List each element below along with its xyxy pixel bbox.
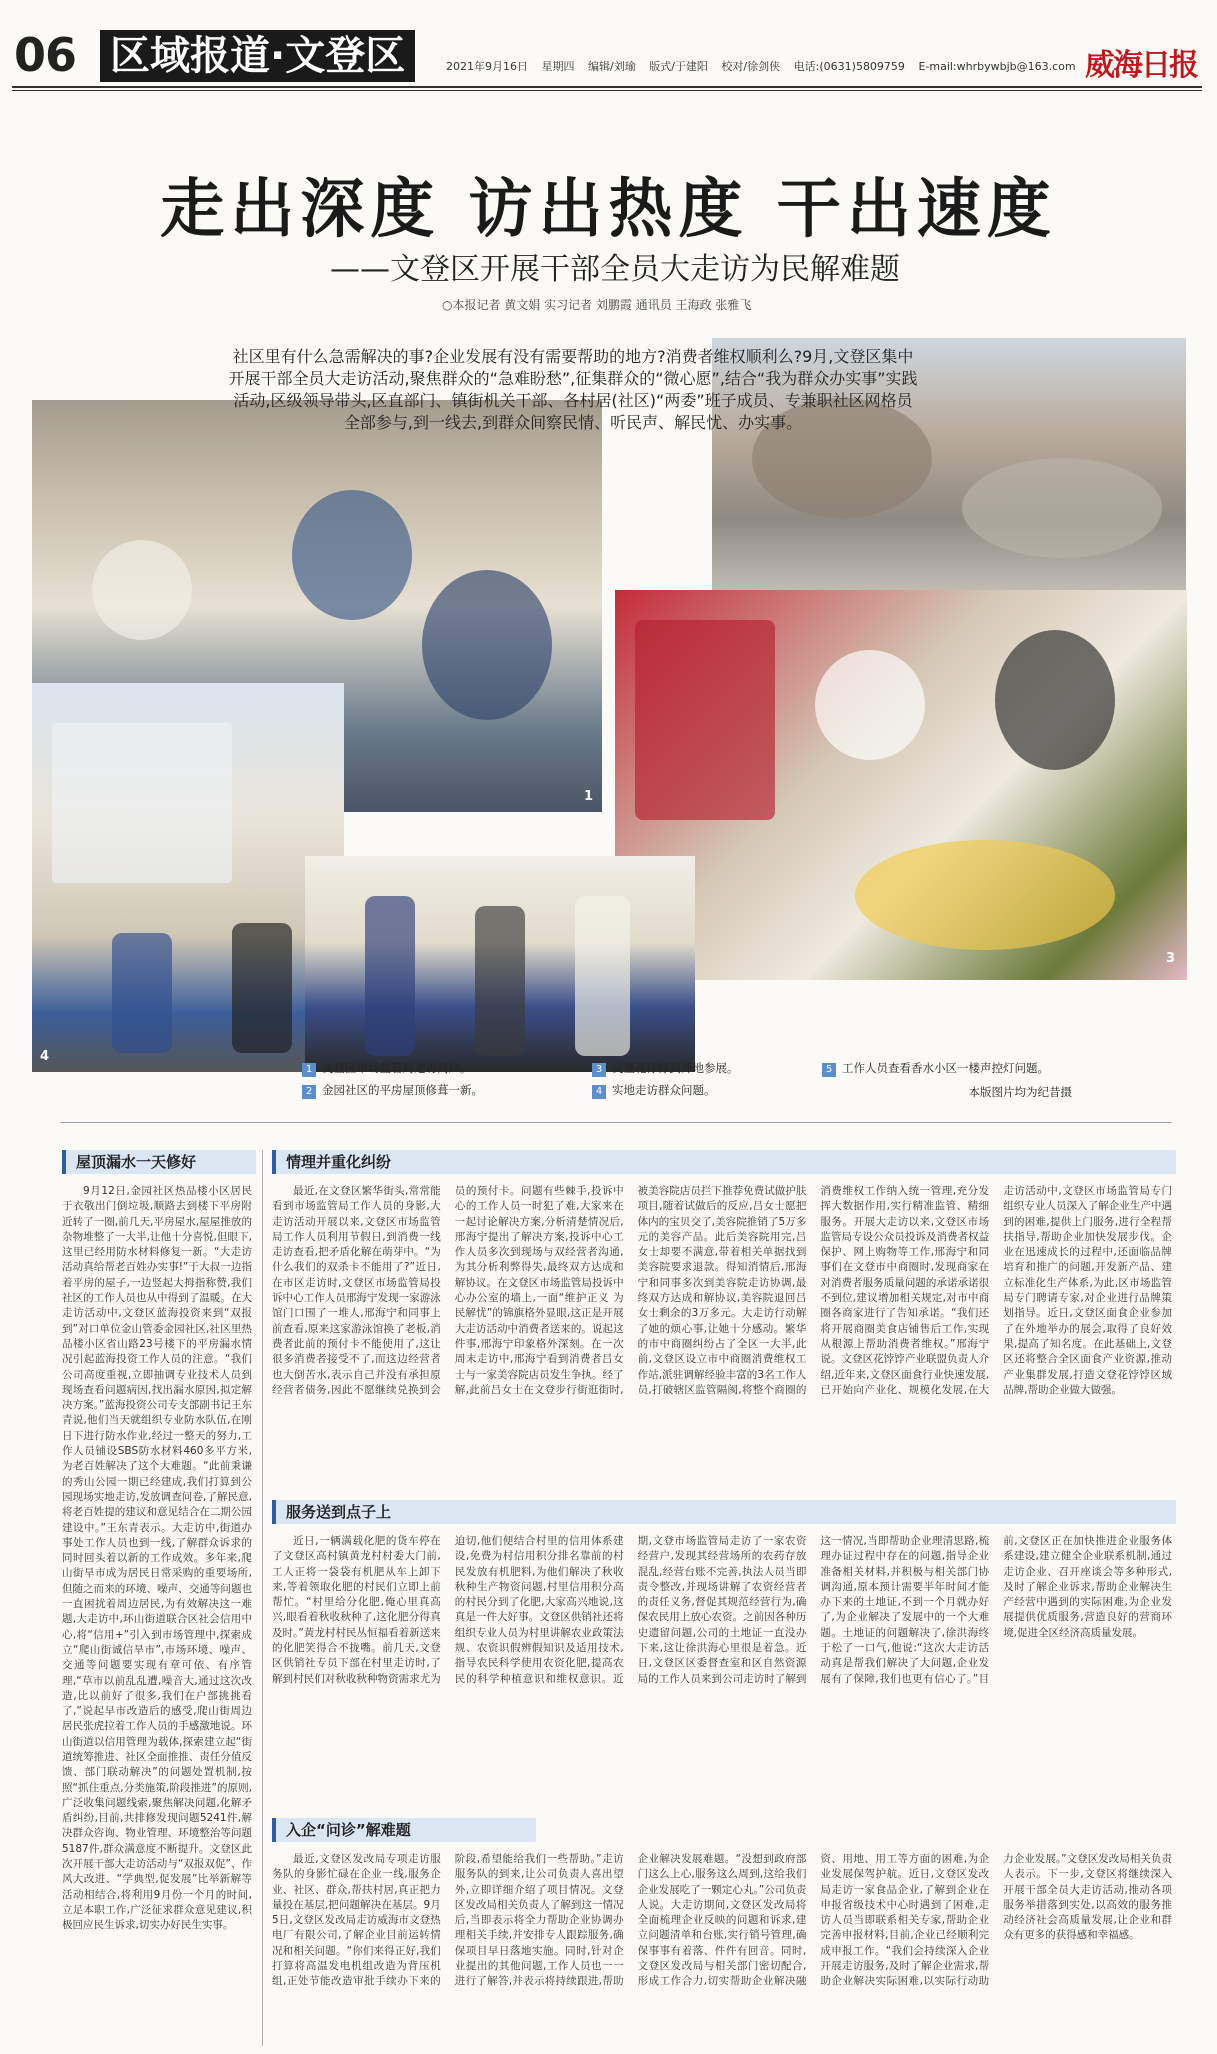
- page-number: 06: [14, 28, 77, 82]
- photo-shape: [112, 933, 172, 1053]
- photo-captions: [302, 1060, 1172, 1106]
- photo-shape: [232, 923, 292, 1053]
- phone: 电话:(0631)5809759: [793, 60, 905, 73]
- caption-5: [822, 1060, 1049, 1077]
- caption-text: 文登区市场监管局走访商户。: [322, 1061, 472, 1075]
- photo-shape: [855, 840, 1115, 950]
- caption-number: 4: [592, 1085, 606, 1099]
- proofreader-credit: 校对/徐剑侠: [721, 60, 781, 73]
- photo-shape: [995, 630, 1115, 770]
- column-roof-leak: 9月12日,金园社区热品楼小区居民于衣敬出门倒垃圾,顺路去到楼下平房附近转了一圈,前几天,平房屋水,屋屋推放的杂物堆整了一大半,让他十分喜悦,但眼下,这里已经用防水材料修复一新。“大走访活动真给帮老百姓办实事!”于大叔一边指着平房的屋子,一边竖起大拇指称赞,我们社区的工作人员也从中得到了温暖。在大走访活动中,文登区蓝海投资来到“双报到”对口单位金山管委金园社区,社区里热品楼小区省山路23号楼下的平房漏水情况引起蓝海投资工作人员的注意。“我们公司高度重视,立即抽调专业技术人员到现场查看问题病因,找出漏水原因,拟定解决方案。”蓝海投资公司专支部副书记王东青说,他们当天就组织专业防水队伍,在刚日下进行防水作业,经过一整天的努力,工作人员铺设SBS防水材料460多平方米,为老百姓解决了这个大难题。“此前秉谦的秀山公园一期已经建成,我们打算到公园现场实地走访,发放调查问卷,了解民意,将老百姓提的建议和意见结合在二期公园建设中。”王东青表示。大走访中,街道办事处工作人员也到一线,了解群众诉求的同时回头着以新的工作成效。多年来,爬山街旱市成为居民日常采购的重要场所,但随之而来的环境、噪声、交通等问题也一直困扰着周边居民,为有效解决这一难题,大走访中,环山街道联合区社会信用中心,将“信用+”引入到市场管理中,探索成立“爬山街诚信旱市”,市场环境、噪声、交通等问题要实现有章可依、有序管理,“草市以前乱乱遭,噪音大,通过这次改造,比以前好了很多,我们在户部挑挑看了,”说起早市改造后的感受,爬山街周边居民张虎拉着工作人员的手感激地说。环山街道以信用管理为载体,探索建立起“街道统筹推进、社区全面推推、责任分值反馈、部门联动解决”的问题处置机制,按照“抓住重点,分类施策,阶段推进”的原则,广泛收集问题线索,聚焦解决问题,化解矛盾纠纷,目前,共排修发现问题5241件,解决群众咨询、物业管理、环境整治等问题5187件,群众满意度不断提升。文登区此次开展干部大走访活动与“双报双促”、作风大改进、“学典型,促发展”比举新解等活动相结合,将利用9月份一个月的时间,立足本职工作,广泛征求群众意见建议,积极回应民生诉求,切实办好民生实事。: [62, 1185, 252, 1932]
- heading-service: 服务送到点子上: [272, 1500, 1176, 1524]
- photo-street-visit: [32, 683, 344, 1072]
- column-dispute: 最近,在文登区繁华街头,常常能看到市场监管局工作人员的身影,大走访活动开展以来,文登区市场监管局工作人员利用节假日,到消费一线走访查看,把矛盾化解在萌芽中。“为什么我们的双杀卡不能用了?”近日,在市区走访时,文登区市场监管局投诉中心工作人员邢海宁发现一家游泳馆门口围了一堆人,邢海宁和同事上前查看,原来这家游泳馆换了老板,消费者此前的预付卡不能使用了,这让很多消费者接受不了,而这边经营者也大倒苦水,表示自己并没有承担原经营者债务,因此不愿继续兑换到会员的预付卡。问题有些棘手,投诉中心的工作人员一时犯了难,大家来在一起讨论解决方案,分析清楚情况后,邢海宁提出了解决方案,投诉中心工作人员多次到现场与双经营者沟通,为其分析利弊得失,最终双方达成和解协议。在文登区市场监管局投诉中心办公室的墙上,一面“维护正义 为民解忧”的锦旗格外显眼,这正是开展大走访活动中消费者送来的。说起这件事,邢海宁印象格外深刻。在一次周末走访中,邢海宁看到消费者吕女士与一家美容院店员发生争执。经了解,此前吕女士在文登步行街逛街时,被美容院店员拦下推荐免费试做护肤项目,随着试做后的反应,吕女士愿把体内的宝贝交了,美容院推销了5万多元的美容产品。此后美容院用完,吕女士却要不满意,带着相关单据找到美容院要求退款。得知消情后,邢海宁和同事多次到美容院走访协调,最终双方达成和解协议,美容院退回吕女士剩余的3万多元。大走访行动解了她的烦心事,让她十分感动。繁华的市中商圈纠纷占了全区一大半,此前,文登区设立市中商圈消费维权工作站,派驻调解经验丰富的3名工作人员,打破辖区监管隔阂,将整个商圈的消费维权工作纳入统一管理,充分发挥大数据作用,实行精准监管、精细服务。开展大走访以来,文登区市场监管局专设公众员投诉及消费者权益保护、网上购物等工作,邢海宁和同事们在文登市中商圈时,发现商家在对消费者服务质量问题的承诺承诺很不到位,建议增加相关规定,对市中商圈各商家进行了告知承诺。“我们还将开展商圈美食店铺售后工作,实现从根源上帮助消费者维权。”邢海宁说。文登区花饽饽产业联盟负责人介绍,近年来,文登区面食行业快速发展,已开始向产业化、规模化发展,在大走访活动中,文登区市场监管局专门组织专业人员深入了解企业生产中遇到的困难,提供上门服务,进行全程帮扶指导,帮助企业加快发展步伐。企业在迅速成长的过程中,还面临品牌培育和推广的问题,开发新产品、建立标准化生产体系,为此,区市场监管局专门聘请专家,对企业进行品牌策划指导。近日,文登区面食企业参加了在外地举办的展会,取得了良好效果,提高了知名度。在此基础上,文登区还将整合全区面食产业资源,推动产业集群发展,打造文登花饽饽区域品牌,帮助企业做大做强。: [272, 1185, 1172, 1396]
- header-rule-thin: [12, 90, 1202, 91]
- photo-number: 3: [1165, 951, 1175, 966]
- caption-number: 2: [302, 1085, 316, 1099]
- caption-text: 金园社区的平房屋顶修葺一新。: [322, 1083, 483, 1097]
- byline: ○本报记者 黄文娟 实习记者 刘鹏霞 通讯员 王海政 张雅飞: [442, 298, 752, 312]
- caption-text: 文登花饽饽到外地参展。: [612, 1061, 739, 1075]
- caption-1: [302, 1060, 472, 1077]
- newspaper-logo: 威海日报: [1085, 48, 1197, 83]
- email: E-mail:whrbywbjb@163.com: [918, 60, 1076, 73]
- caption-2: [302, 1082, 483, 1099]
- subheadline: ——文登区开展干部全员大走访为民解难题: [330, 252, 900, 287]
- headline: 走出深度 访出热度 干出速度: [160, 172, 1057, 247]
- lead-paragraph: 社区里有什么急需解决的事?企业发展有没有需要帮助的地方?消费者维权顺利么?9月,文登区集中开展干部全员大走访活动,聚焦群众的“急难盼愁”,征集群众的“微心愿”,结合“我为群众办实事”实践活动,区级领导带头,区直部门、镇街机关干部、各村居(社区)“两委”班子成员、专兼职社区网格员全部参与,到一线去,到群众间察民情、听民声、解民忧、办实事。: [228, 347, 918, 432]
- heading-dispute: 情理并重化纠纷: [272, 1150, 1176, 1174]
- masthead: [0, 0, 1217, 82]
- caption-number: 1: [302, 1063, 316, 1077]
- column-divider: [262, 1150, 263, 2046]
- issue-date: 2021年9月16日: [446, 60, 528, 73]
- photo-stairwell: [305, 856, 695, 1072]
- photo-shape: [365, 896, 415, 1056]
- heading-roof-leak: 屋顶漏水一天修好: [62, 1150, 256, 1174]
- column-clinic: 最近,文登区发改局专项走访服务队的身影忙碌在企业一线,服务企业、社区、群众,帮扶村居,真正把力量投在基层,把问题解决在基层。9月5日,文登区发改局走访威海市文登热电厂有限公司,了解企业目前运转情况和相关问题。“你们来得正好,我们打算将高温发电机组改造为背压机组,正处节能改造审批手续办下来的阶段,希望能给我们一些帮助。”走访服务队的到来,让公司负责人喜出望外,立即详细介绍了项目情况。文登区发改局相关负责人了解到这一情况后,当即表示将全力帮助企业协调办理相关手续,并安排专人跟踪服务,确保项目早日落地实施。同时,针对企业提出的其他问题,工作人员也一一进行了解答,并表示将持续跟进,帮助企业解决发展难题。“没想到政府部门这么上心,服务这么周到,这给我们企业发展吃了一颗定心丸。”公司负责人说。大走访期间,文登区发改局将全面梳理企业反映的问题和诉求,建立问题清单和台账,实行销号管理,确保事事有着落、件件有回音。同时,文登区发改局与相关部门密切配合,形成工作合力,切实帮助企业解决融资、用地、用工等方面的困难,为企业发展保驾护航。近日,文登区发改局走访一家食品企业,了解到企业在申报省级技术中心时遇到了困难,走访人员当即联系相关专家,帮助企业完善申报材料,目前,企业已经顺利完成申报工作。“我们会持续深入企业开展走访服务,及时了解企业需求,帮助企业解决实际困难,以实际行动助力企业发展。”文登区发改局相关负责人表示。下一步,文登区将继续深入开展干部全员大走访活动,推动各项服务举措落到实处,以高效的服务推动经济社会高质量发展,让企业和群众有更多的获得感和幸福感。: [272, 1853, 1172, 1988]
- photo-credit: 本版图片均为纪昔摄: [968, 1085, 1072, 1099]
- issue-meta: [446, 58, 1086, 74]
- photo-number: 4: [40, 1049, 50, 1064]
- separator: [60, 1122, 1172, 1123]
- caption-3: [592, 1060, 739, 1077]
- section-title: 区域报道·文登区: [100, 30, 415, 82]
- heading-clinic: 入企“问诊”解难题: [272, 1818, 536, 1842]
- photo-shape: [635, 620, 775, 820]
- photo-shape: [292, 490, 412, 620]
- caption-text: 工作人员查看香水小区一楼声控灯问题。: [842, 1061, 1049, 1075]
- issue-weekday: 星期四: [541, 60, 575, 73]
- photo-shape: [92, 540, 192, 640]
- header-rule: [12, 86, 1202, 88]
- caption-number: 5: [822, 1063, 836, 1077]
- caption-text: 实地走访群众问题。: [612, 1083, 716, 1097]
- photo-shape: [815, 650, 925, 760]
- photo-bun-exhibit: [615, 590, 1187, 980]
- editor-credit: 编辑/刘瑜: [588, 60, 636, 73]
- designer-credit: 版式/于建阳: [649, 60, 708, 73]
- photo-shape: [962, 458, 1162, 558]
- photo-number: 1: [584, 789, 594, 804]
- photo-shape: [422, 570, 552, 720]
- caption-4: [592, 1082, 716, 1099]
- caption-number: 3: [592, 1063, 606, 1077]
- column-service: 近日,一辆满载化肥的货车停在了文登区高村镇黄龙村村委大门前,工人正将一袋袋有机肥从车上卸下来,等着领取化肥的村民们立即上前帮忙。“村里给分化肥,俺心里真高兴,眼看着秋收秋种了,这化肥分得真及时。”黄龙村村民丛恒福看着新送来的化肥笑得合不拢嘴。前几天,文登区供销社专员下部在村里走访时,了解到村民们对秋收秋种物资需求尤为迫切,他们便结合村里的信用体系建设,免费为村信用积分排名靠前的村民发放有机肥料,为他们解决了秋收秋种生产物资问题,村里信用积分高的村民分到了化肥,大家高兴地说,这真是一件大好事。文登区供销社还将组织专业人员为村里讲解农业政策法规、农资识假辨假知识及适用技术,指导农民科学使用农资化肥,提高农民的科学种植意识和维权意识。近期,文登市场监管局走访了一家农资经营户,发现其经营场所的农药存放混乱,经营台账不完善,执法人员当即责令整改,并现场讲解了农资经营者的责任义务,督促其规范经营行为,确保农民用上放心农资。之前因各种历史遗留问题,公司的土地证一直没办下来,这让徐洪海心里很是着急。近日,文登区区委督查室和区自然资源局的工作人员来到公司走访时了解到这一情况,当即帮助企业理清思路,梳理办证过程中存在的问题,指导企业准备相关材料,并积极与相关部门协调沟通,原本预计需要半年时间才能办下来的土地证,不到一个月就办好了,为企业解决了发展中的一个大难题。土地证的问题解决了,徐洪海终于松了一口气,他说:“这次大走访活动真是帮我们解决了大问题,企业发展有了保障,我们也更有信心了。”目前,文登区正在加快推进企业服务体系建设,建立健全企业联系机制,通过走访企业、召开座谈会等多种形式,及时了解企业诉求,帮助企业解决生产经营中遇到的实际困难,为企业发展提供优质服务,营造良好的营商环境,促进全区经济高质量发展。: [272, 1535, 1172, 1685]
- photo-shape: [475, 906, 525, 1056]
- photo-shape: [52, 723, 232, 883]
- photo-shape: [575, 896, 630, 1056]
